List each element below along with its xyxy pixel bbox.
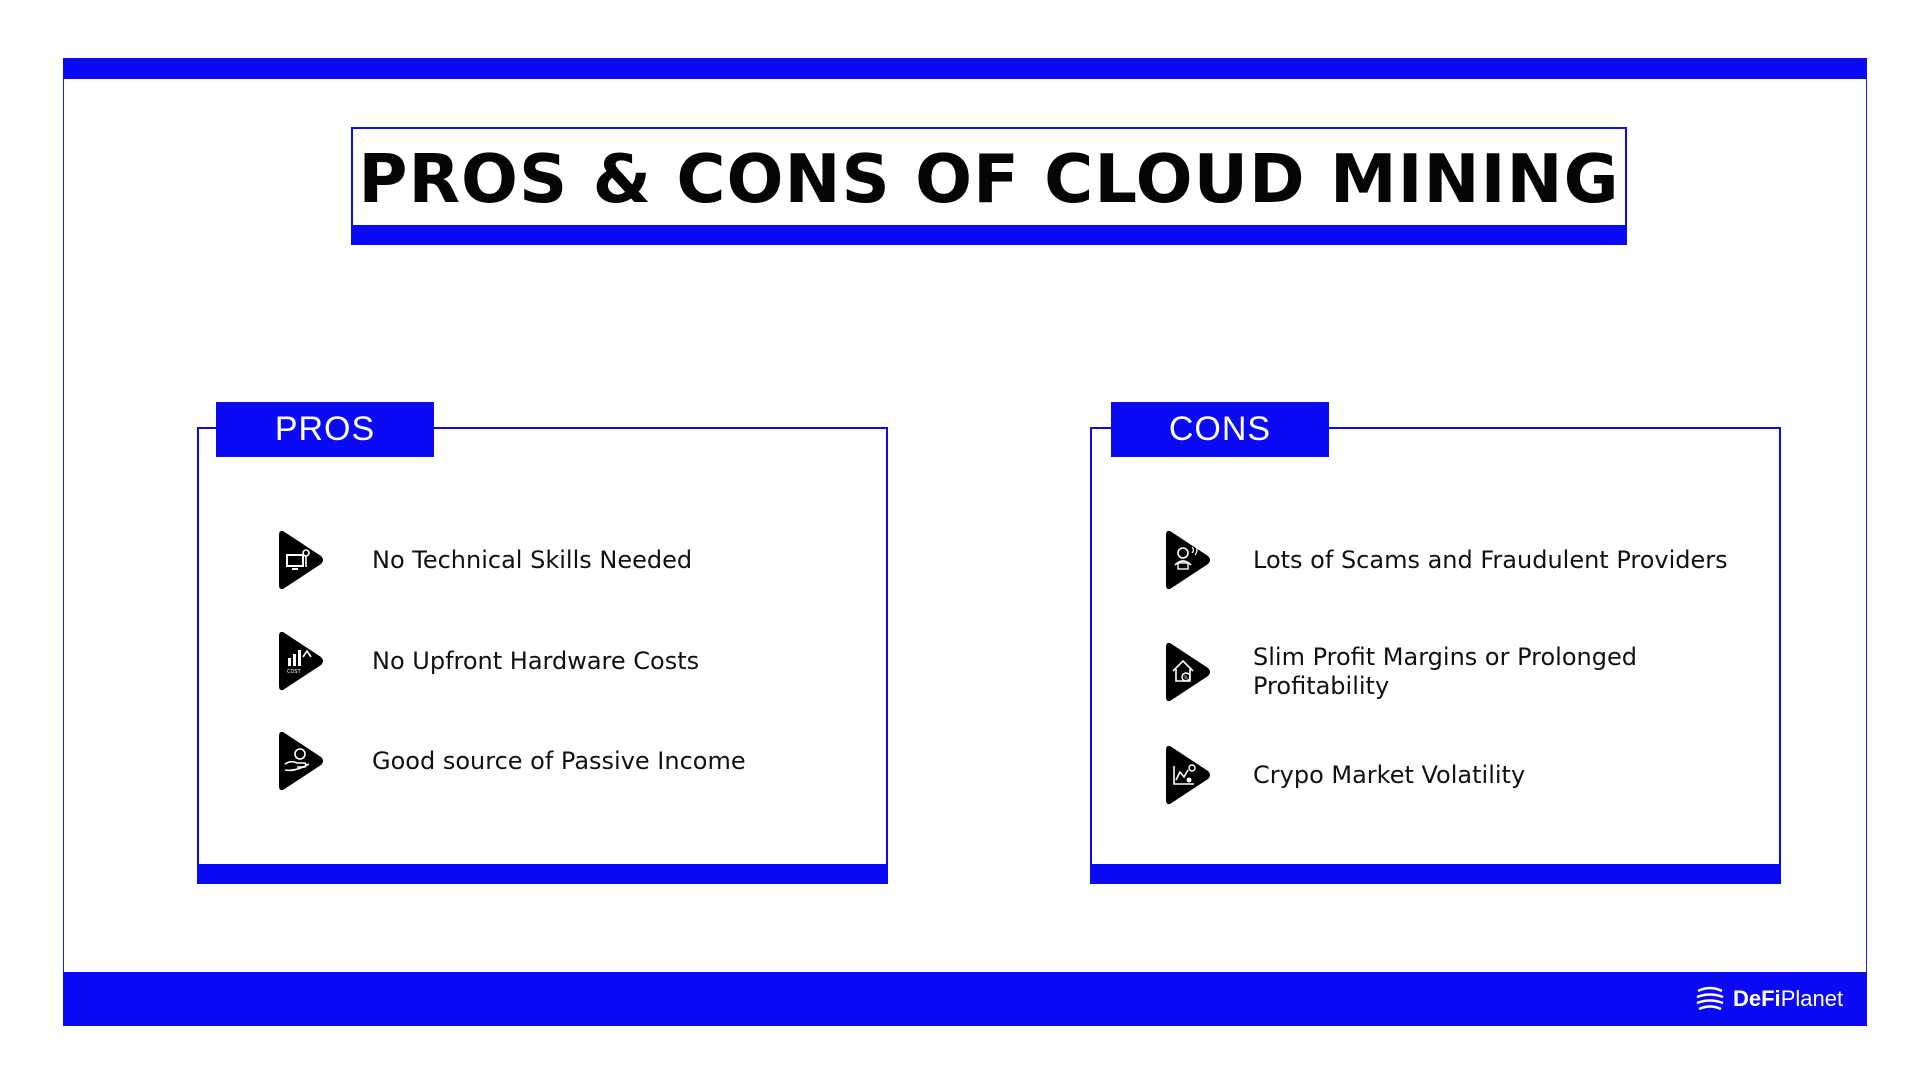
cons-item-label: Crypo Market Volatility <box>1253 760 1526 789</box>
cons-item-label: Slim Profit Margins or Prolonged Profitability <box>1253 643 1637 700</box>
svg-text:COST: COST <box>287 669 301 675</box>
top-accent-bar <box>63 58 1867 79</box>
house-percent-icon <box>1164 641 1212 703</box>
cons-list-item <box>1164 641 1693 703</box>
title-box <box>351 127 1627 245</box>
cons-list-item <box>1164 529 1728 591</box>
computer-tools-icon <box>277 529 325 591</box>
bottom-accent-bar <box>63 972 1867 1026</box>
pros-item-label: No Upfront Hardware Costs <box>372 646 700 675</box>
pros-list-item <box>277 630 699 692</box>
pros-list-item <box>277 529 692 591</box>
hand-coin-icon <box>277 730 325 792</box>
cons-heading: CONS <box>1111 402 1329 457</box>
pros-heading: PROS <box>216 402 434 457</box>
planet-logo-icon <box>1695 985 1725 1013</box>
cons-panel-underline <box>1090 864 1781 884</box>
logo-brand-regular: Planet <box>1780 986 1844 1011</box>
market-chart-icon <box>1164 744 1212 806</box>
pros-panel-underline <box>197 864 888 884</box>
logo-text <box>1733 986 1843 1012</box>
svg-text:%: % <box>1183 675 1189 682</box>
pros-list-item <box>277 730 746 792</box>
pros-item-label: Good source of Passive Income <box>372 746 746 775</box>
title-underline <box>351 225 1627 245</box>
hacker-icon <box>1164 529 1212 591</box>
cons-list-item <box>1164 744 1525 806</box>
defi-planet-logo <box>1695 983 1843 1015</box>
cons-item-label: Lots of Scams and Fraudulent Providers <box>1253 545 1728 574</box>
page-title: PROS & CONS OF CLOUD MINING <box>358 140 1620 218</box>
cost-chart-icon <box>277 630 325 692</box>
pros-item-label: No Technical Skills Needed <box>372 545 693 574</box>
logo-brand-bold: DeFi <box>1733 986 1781 1011</box>
